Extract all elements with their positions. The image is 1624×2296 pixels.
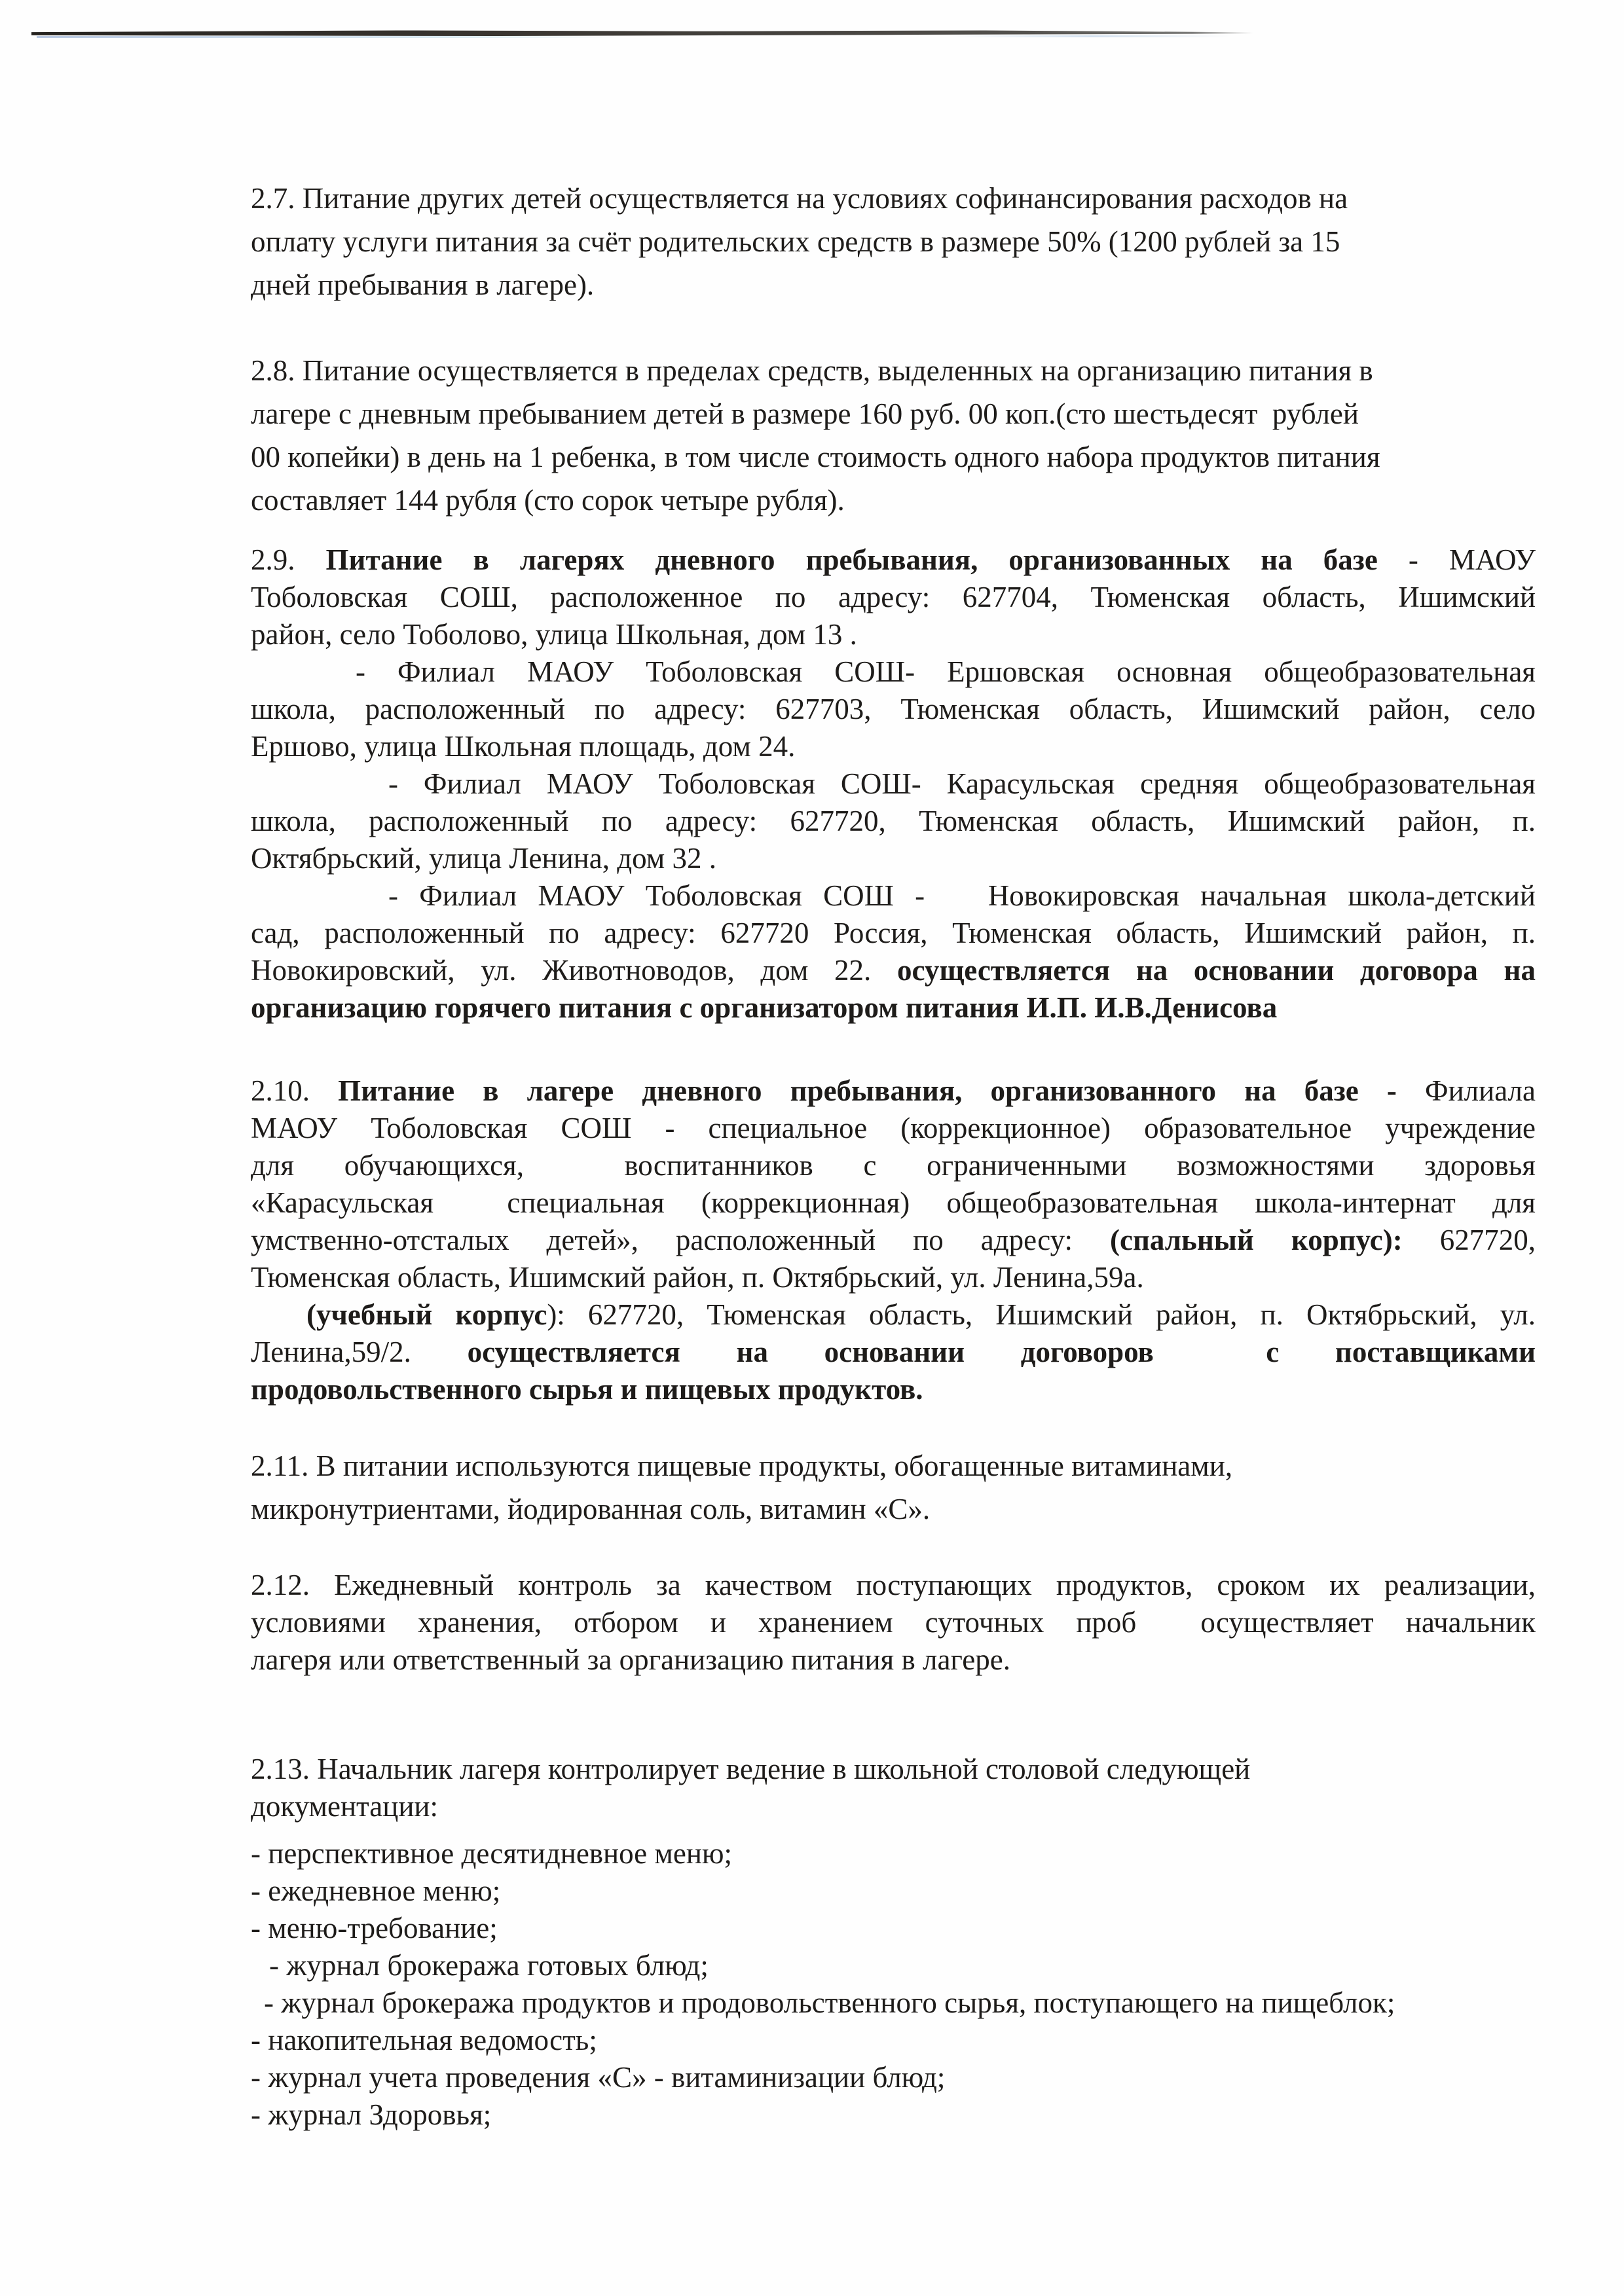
documentation-list (251, 1835, 1536, 2134)
text-line: для обучающихся, воспитанников с ограниченными возможностями здоровья (251, 1149, 1536, 1182)
list-item: - журнал Здоровья; (251, 2098, 492, 2131)
scan-artifact-tint (950, 35, 1231, 37)
text-run: Новокировский, ул. Животноводов, дом 22. (251, 954, 897, 987)
text-run-bold: (спальный корпус): (1110, 1224, 1403, 1256)
list-item: - меню-требование; (251, 1912, 498, 1944)
text-line: документации: (251, 1790, 438, 1823)
text-run: 2.9. (251, 543, 326, 576)
text-line: условиями хранения, отбором и хранением суточных проб осуществляет начальник (251, 1606, 1536, 1639)
text-line: школа, расположенный по адресу: 627703, Тюменская область, Ишимский район, село (251, 693, 1536, 725)
scan-artifact-tint (37, 36, 626, 38)
text-line (251, 1296, 1536, 1334)
text-line: Ершово, улица Школьная площадь, дом 24. (251, 730, 796, 763)
text-line (251, 1334, 1536, 1371)
text-line: «Карасульская специальная (коррекционная) общеобразовательная школа-интернат для (251, 1186, 1536, 1219)
text-line: 2.12. Ежедневный контроль за качеством поступающих продуктов, сроком их реализации, (251, 1569, 1536, 1601)
text-run: ): 627720, Тюменская область, Ишимский район, п. Октябрьский, ул. (547, 1298, 1536, 1331)
text-line: Октябрьский, улица Ленина, дом 32 . (251, 842, 716, 875)
text-line: 2.13. Начальник лагеря контролирует ведение в школьной столовой следующей (251, 1753, 1251, 1785)
text-run-bold: Питание в лагерях дневного пребывания, организованных на базе (325, 543, 1378, 576)
text-line (251, 989, 1536, 1027)
text-run-bold: осуществляется на основании договора на (896, 954, 1536, 987)
text-line (251, 1072, 1536, 1110)
text-line: дней пребывания в лагере). (251, 268, 595, 301)
list-item: - перспективное десятидневное меню; (251, 1837, 733, 1870)
text-run-bold: организацию горячего питания с организатором питания И.П. И.В.Денисова (251, 991, 1278, 1024)
paragraph-2-8 (251, 349, 1536, 522)
text-line: - Филиал МАОУ Тоболовская СОШ - Новокировская начальная школа-детский (388, 879, 1536, 912)
text-line: 2.11. В питании используются пищевые продукты, обогащенные витаминами, (251, 1449, 1233, 1482)
paragraph-2-12 (251, 1567, 1536, 1679)
text-run-bold: (учебный корпус (306, 1298, 547, 1331)
text-line: район, село Тоболово, улица Школьная, дом 13 . (251, 618, 857, 651)
text-run-bold: продовольственного сырья и пищевых продуктов. (251, 1373, 923, 1406)
list-item: - журнал брокеража готовых блюд; (269, 1949, 709, 1982)
paragraph-2-9 (251, 541, 1536, 1027)
paragraph-2-10-continued (251, 1296, 1536, 1408)
text-line: лагеря или ответственный за организацию питания в лагере. (251, 1643, 1010, 1676)
text-line: 2.8. Питание осуществляется в пределах средств, выделенных на организацию питания в (251, 354, 1373, 387)
document-content (251, 177, 1536, 2134)
text-line: сад, расположенный по адресу: 627720 Россия, Тюменская область, Ишимский район, п. (251, 917, 1536, 949)
text-line: оплату услуги питания за счёт родительских средств в размере 50% (1200 рублей за 15 (251, 225, 1340, 258)
text-line (251, 1222, 1536, 1259)
text-line (251, 1371, 1536, 1408)
text-line: Тоболовская СОШ, расположенное по адресу: 627704, Тюменская область, Ишимский (251, 581, 1536, 613)
list-item: - накопительная ведомость; (251, 2024, 597, 2056)
text-line: школа, расположенный по адресу: 627720, Тюменская область, Ишимский район, п. (251, 805, 1536, 837)
text-run: 627720, (1402, 1224, 1536, 1256)
paragraph-2-13 (251, 1751, 1536, 1825)
list-item: - ежедневное меню; (251, 1874, 501, 1907)
paragraph-2-11 (251, 1444, 1536, 1531)
paragraph-2-10 (251, 1072, 1536, 1296)
paragraph-2-7 (251, 177, 1536, 306)
text-line: микронутриентами, йодированная соль, витамин «С». (251, 1493, 931, 1525)
text-line: Тюменская область, Ишимский район, п. Октябрьский, ул. Ленина,59а. (251, 1261, 1144, 1294)
text-run: Филиала (1396, 1074, 1536, 1107)
text-run-bold: Питание в лагере дневного пребывания, организованного на базе - (338, 1074, 1397, 1107)
list-item: - журнал учета проведения «С» - витаминизации блюд; (251, 2061, 946, 2094)
text-line: - Филиал МАОУ Тоболовская СОШ- Карасульская средняя общеобразовательная (388, 767, 1536, 800)
text-line (251, 541, 1536, 579)
text-line: - Филиал МАОУ Тоболовская СОШ- Ершовская основная общеобразовательная (356, 655, 1536, 688)
text-line: 00 копейки) в день на 1 ребенка, в том числе стоимость одного набора продуктов питания (251, 441, 1380, 473)
text-line: составляет 144 рубля (сто сорок четыре рубля). (251, 484, 845, 517)
text-line: МАОУ Тоболовская СОШ - специальное (коррекционное) образовательное учреждение (251, 1112, 1536, 1144)
list-item: - журнал брокеража продуктов и продовольственного сырья, поступающего на пищеблок; (264, 1986, 1395, 2019)
text-line: 2.7. Питание других детей осуществляется на условиях софинансирования расходов на (251, 182, 1348, 215)
text-run: - МАОУ (1377, 543, 1536, 576)
text-run-bold: осуществляется на основании договоров с поставщиками (467, 1336, 1536, 1368)
text-run: умственно-отсталых детей», расположенный по адресу: (251, 1224, 1111, 1256)
text-run: 2.10. (251, 1074, 339, 1107)
text-line: лагере с дневным пребыванием детей в размере 160 руб. 00 коп.(сто шестьдесят рублей (251, 397, 1359, 430)
text-run: Ленина,59/2. (251, 1336, 468, 1368)
text-line (251, 952, 1536, 989)
